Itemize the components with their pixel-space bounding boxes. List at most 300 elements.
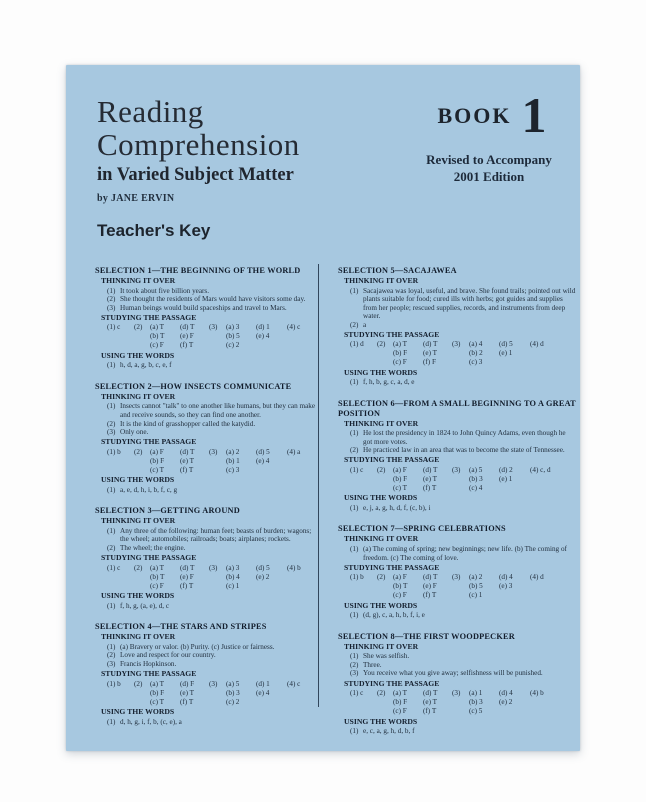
thinking-heading: THINKING IT OVER bbox=[101, 632, 176, 642]
item-number: (1) bbox=[107, 526, 116, 535]
answer-cell bbox=[530, 349, 576, 358]
selection-block bbox=[95, 266, 317, 370]
selection-title: SELECTION 4—THE STARS AND STRIPES bbox=[95, 622, 267, 632]
answer-cell: (c) 2 bbox=[226, 341, 240, 350]
answer-cell: (c) T bbox=[150, 465, 165, 474]
answer-cell bbox=[499, 707, 530, 716]
answer-cell: (2) bbox=[134, 679, 143, 688]
answer-cell bbox=[287, 332, 317, 341]
answer-cell: (4) c, d bbox=[530, 465, 551, 474]
answer-cell: (c) F bbox=[150, 581, 164, 590]
answer-cell: (c) T bbox=[150, 697, 165, 706]
answer-cell bbox=[107, 689, 134, 698]
answer-cell: (2) bbox=[377, 689, 386, 697]
answer-cell bbox=[107, 582, 134, 591]
answer-cell bbox=[209, 582, 226, 591]
answer-cell: (2) bbox=[134, 447, 143, 456]
item-number: (1) bbox=[350, 544, 359, 553]
thinking-heading: THINKING IT OVER bbox=[344, 418, 419, 428]
using-number: (1) bbox=[107, 485, 116, 494]
book-title bbox=[97, 95, 300, 161]
answer-cell: (e) 4 bbox=[256, 456, 270, 465]
answer-cell bbox=[452, 698, 469, 707]
answer-cell bbox=[134, 332, 150, 341]
studying-heading: STUDYING THE PASSAGE bbox=[344, 329, 440, 339]
using-words-line bbox=[350, 504, 576, 513]
answer-cell: (3) bbox=[209, 563, 218, 572]
selection-block bbox=[95, 382, 317, 494]
item-number: (2) bbox=[350, 660, 359, 669]
book-title-line2: Comprehension bbox=[97, 127, 300, 162]
answer-cell bbox=[530, 707, 576, 716]
answer-cell: (c) 5 bbox=[469, 707, 483, 715]
author-byline: by JANE ERVIN bbox=[97, 193, 175, 204]
item-text: (a) The coming of spring; new beginnings; new life. (b) The coming of freedom. (c) The coming of love. bbox=[363, 544, 567, 562]
using-number: (1) bbox=[350, 503, 359, 512]
answer-cell: (b) T bbox=[393, 582, 408, 591]
item-number: (1) bbox=[107, 286, 116, 295]
answer-cell bbox=[350, 707, 377, 716]
using-number: (1) bbox=[350, 611, 359, 620]
answer-cell bbox=[209, 341, 226, 350]
answer-cell: (a) T bbox=[393, 340, 408, 349]
using-number: (1) bbox=[107, 717, 116, 726]
thinking-item bbox=[350, 661, 576, 670]
item-number: (3) bbox=[107, 428, 116, 437]
using-number: (1) bbox=[107, 361, 116, 370]
answer-cell bbox=[287, 689, 317, 698]
thinking-list bbox=[95, 643, 317, 669]
item-text: Sacajawea was loyal, useful, and brave. She found trails; pointed out wild plants suitable for food; cured ills with herbs; got guides and supplies from her people; rescued supplies, records, and instruments from deep water. bbox=[363, 286, 576, 321]
teachers-key-label: Teacher's Key bbox=[97, 221, 211, 240]
answer-cell bbox=[530, 475, 576, 484]
using-letters: f, h, g, (a, e), d, c bbox=[120, 601, 170, 610]
answer-cell: (d) T bbox=[423, 340, 438, 349]
answer-cell bbox=[350, 591, 377, 600]
thinking-list bbox=[338, 652, 576, 678]
using-heading: USING THE WORDS bbox=[101, 475, 175, 485]
answer-cell: (a) F bbox=[393, 573, 407, 582]
answer-cell: (3) bbox=[209, 323, 218, 332]
answer-cell: (a) 3 bbox=[226, 323, 240, 332]
answer-cell: (d) F bbox=[180, 679, 195, 688]
selection-block bbox=[338, 632, 576, 736]
answer-cell bbox=[452, 475, 469, 484]
answer-cell: (3) bbox=[452, 465, 461, 474]
answer-cell bbox=[134, 341, 150, 350]
answer-cell bbox=[134, 573, 150, 582]
item-text: She thought the residents of Mars would have visitors some day. bbox=[120, 295, 306, 304]
selection-title: SELECTION 6—FROM A SMALL BEGINNING TO A GREAT POSITION bbox=[338, 399, 576, 418]
answer-cell: (b) F bbox=[150, 688, 165, 697]
answer-cell: (4) b bbox=[287, 563, 301, 572]
answer-cell bbox=[287, 582, 317, 591]
answer-cell: (a) T bbox=[393, 689, 408, 697]
using-letters: (d, g), c, a, h, b, f, i, e bbox=[363, 611, 425, 620]
answer-cell: (1) c bbox=[350, 689, 364, 697]
using-heading: USING THE WORDS bbox=[101, 350, 175, 360]
answer-cell: (b) 2 bbox=[469, 349, 483, 358]
answer-cell: (1) b bbox=[107, 679, 121, 688]
answer-cell: (1) d bbox=[350, 340, 364, 349]
answer-cell bbox=[377, 698, 393, 707]
answer-cell: (b) 5 bbox=[469, 582, 483, 591]
answer-cell: (a) T bbox=[150, 323, 165, 332]
answer-cell: (b) 1 bbox=[226, 456, 240, 465]
answer-cell bbox=[256, 698, 287, 707]
answer-cell: (3) bbox=[209, 679, 218, 688]
answer-cell: (e) F bbox=[180, 572, 194, 581]
answer-cell: (b) 3 bbox=[469, 698, 483, 706]
selection-block bbox=[338, 266, 576, 387]
answer-cell bbox=[209, 689, 226, 698]
using-words-line bbox=[350, 378, 576, 387]
answer-cell: (d) T bbox=[423, 573, 438, 582]
using-letters: f, h, b, g, c, a, d, e bbox=[363, 378, 415, 387]
item-text: It is the kind of grasshopper called the katydid. bbox=[120, 419, 256, 428]
answer-cell: (c) F bbox=[150, 341, 164, 350]
answer-cell: (f) F bbox=[423, 358, 436, 367]
answer-cell bbox=[209, 466, 226, 475]
answer-cell: (e) T bbox=[423, 349, 438, 358]
answer-cell bbox=[134, 689, 150, 698]
answer-cell bbox=[452, 591, 469, 600]
answer-cell: (2) bbox=[377, 573, 386, 582]
answer-cell: (d) T bbox=[180, 563, 195, 572]
thinking-list bbox=[338, 545, 576, 562]
answer-cell: (c) 1 bbox=[469, 591, 483, 600]
selection-block bbox=[338, 399, 576, 512]
answer-cell: (3) bbox=[209, 447, 218, 456]
answer-cell bbox=[377, 591, 393, 600]
answer-cell: (d) 4 bbox=[499, 573, 513, 582]
answer-cell: (c) T bbox=[393, 483, 408, 492]
item-number: (3) bbox=[350, 669, 359, 678]
thinking-heading: THINKING IT OVER bbox=[344, 641, 419, 651]
answer-cell: (c) F bbox=[393, 358, 407, 367]
answer-cell: (4) c bbox=[287, 679, 301, 688]
answer-cell: (a) T bbox=[150, 679, 165, 688]
answer-cell: (b) 4 bbox=[226, 572, 240, 581]
using-letters: d, h, g, i, f, b, (c, e), a bbox=[120, 717, 182, 726]
answer-cell: (e) 2 bbox=[256, 572, 270, 581]
answer-cell: (e) 1 bbox=[499, 474, 513, 483]
thinking-item bbox=[107, 660, 317, 669]
item-number: (2) bbox=[107, 419, 116, 428]
answer-cell bbox=[499, 591, 530, 600]
using-words-line bbox=[350, 727, 576, 736]
answer-cell: (b) F bbox=[150, 456, 165, 465]
revision-line1: Revised to Accompany bbox=[426, 152, 552, 167]
selection-title: SELECTION 8—THE FIRST WOODPECKER bbox=[338, 631, 515, 641]
answer-cell: (e) T bbox=[423, 474, 438, 483]
studying-heading: STUDYING THE PASSAGE bbox=[344, 455, 440, 465]
thinking-item bbox=[107, 428, 317, 437]
item-text: Love and respect for our country. bbox=[120, 651, 216, 660]
answer-cell: (a) F bbox=[393, 465, 407, 474]
selection-title: SELECTION 7—SPRING CELEBRATIONS bbox=[338, 524, 506, 534]
answer-cell bbox=[134, 582, 150, 591]
answer-cell bbox=[530, 591, 576, 600]
selection-title: SELECTION 2—HOW INSECTS COMMUNICATE bbox=[95, 381, 292, 391]
answer-cell: (b) T bbox=[150, 572, 165, 581]
answer-cell bbox=[287, 573, 317, 582]
answer-cell: (a) 5 bbox=[226, 679, 240, 688]
answer-cell: (d) T bbox=[423, 465, 438, 474]
using-words-line bbox=[107, 718, 317, 727]
answer-cell bbox=[350, 349, 377, 358]
answer-cell bbox=[350, 484, 377, 493]
selection-block bbox=[95, 622, 317, 726]
answer-cell bbox=[107, 573, 134, 582]
book-subtitle: in Varied Subject Matter bbox=[97, 165, 294, 185]
answer-cell bbox=[499, 484, 530, 493]
answer-cell: (3) bbox=[452, 573, 461, 582]
answer-cell: (1) c bbox=[350, 465, 364, 474]
thinking-list bbox=[338, 287, 576, 330]
thinking-heading: THINKING IT OVER bbox=[344, 276, 419, 285]
answer-cell: (f) T bbox=[423, 591, 437, 600]
answer-cell: (e) T bbox=[180, 688, 195, 697]
answer-cell: (3) bbox=[452, 689, 461, 697]
answer-cell bbox=[452, 358, 469, 367]
answer-cell bbox=[452, 349, 469, 358]
item-text: He practiced law in an area that was to become the state of Tennessee. bbox=[363, 446, 565, 455]
answer-cell: (c) 3 bbox=[226, 465, 240, 474]
answer-cell: (d) 2 bbox=[499, 465, 513, 474]
answer-cell: (e) 1 bbox=[499, 349, 513, 358]
answer-cell: (f) T bbox=[180, 581, 194, 590]
answer-cell bbox=[107, 341, 134, 350]
using-letters: a, e, d, h, i, b, f, c, g bbox=[120, 485, 178, 494]
studying-heading: STUDYING THE PASSAGE bbox=[344, 678, 440, 688]
thinking-heading: THINKING IT OVER bbox=[101, 516, 176, 526]
item-number: (2) bbox=[350, 446, 359, 455]
using-heading: USING THE WORDS bbox=[101, 591, 175, 601]
answer-cell bbox=[287, 466, 317, 475]
answer-cell: (2) bbox=[134, 563, 143, 572]
using-letters: e, j, a, g, h, d, f, (c, b), i bbox=[363, 503, 431, 512]
thinking-item bbox=[107, 544, 317, 553]
item-number: (1) bbox=[107, 642, 116, 651]
answer-cell: (2) bbox=[377, 340, 386, 349]
item-number: (3) bbox=[107, 303, 116, 312]
thinking-item bbox=[350, 669, 576, 678]
answer-cell bbox=[377, 358, 393, 367]
answer-cell: (a) 3 bbox=[226, 563, 240, 572]
item-text: Three. bbox=[363, 660, 382, 669]
answer-cell: (4) d bbox=[530, 573, 544, 582]
item-number: (3) bbox=[107, 659, 116, 668]
answer-cell bbox=[134, 457, 150, 466]
using-heading: USING THE WORDS bbox=[344, 493, 418, 503]
item-text: (a) Bravery or valor. (b) Purity. (c) Justice or fairness. bbox=[120, 642, 275, 651]
answer-cell: (d) 5 bbox=[256, 447, 270, 456]
answer-cell bbox=[499, 358, 530, 367]
answer-cell: (c) 3 bbox=[469, 358, 483, 367]
answer-cell: (f) T bbox=[180, 341, 194, 350]
answer-cell: (e) T bbox=[180, 456, 195, 465]
answer-cell bbox=[209, 573, 226, 582]
studying-grid bbox=[350, 340, 576, 367]
thinking-item bbox=[107, 527, 317, 544]
answer-cell: (e) 4 bbox=[256, 332, 270, 341]
answer-cell: (b) F bbox=[393, 349, 408, 358]
answer-cell bbox=[209, 698, 226, 707]
item-text: a bbox=[363, 320, 367, 329]
answer-cell: (b) 3 bbox=[469, 474, 483, 483]
selection-block bbox=[95, 506, 317, 610]
item-text: Only one. bbox=[120, 428, 149, 437]
thinking-list bbox=[95, 287, 317, 313]
answer-cell: (d) 4 bbox=[499, 689, 513, 697]
answer-cell bbox=[377, 484, 393, 493]
thinking-item bbox=[350, 287, 576, 321]
answer-cell bbox=[209, 332, 226, 341]
studying-heading: STUDYING THE PASSAGE bbox=[101, 312, 197, 322]
answer-cell: (1) b bbox=[350, 573, 364, 582]
thinking-item bbox=[107, 402, 317, 419]
studying-grid bbox=[350, 466, 576, 493]
using-words-line bbox=[107, 486, 317, 495]
answer-cell: (e) T bbox=[423, 698, 438, 706]
answer-cell: (d) 1 bbox=[256, 679, 270, 688]
studying-grid bbox=[350, 689, 576, 716]
item-number: (2) bbox=[107, 651, 116, 660]
answer-cell: (d) T bbox=[180, 447, 195, 456]
book-number: 1 bbox=[521, 87, 547, 143]
answer-cell bbox=[107, 457, 134, 466]
answer-cell: (a) 1 bbox=[469, 689, 483, 697]
answer-cell bbox=[377, 475, 393, 484]
answer-cell: (b) 3 bbox=[226, 688, 240, 697]
answer-cell: (d) T bbox=[423, 689, 438, 697]
item-number: (1) bbox=[350, 286, 359, 295]
thinking-list bbox=[95, 527, 317, 553]
answer-cell: (c) 4 bbox=[469, 483, 483, 492]
answer-cell bbox=[256, 341, 287, 350]
studying-grid bbox=[107, 448, 317, 475]
item-text: Francis Hopkinson. bbox=[120, 659, 177, 668]
answer-cell: (d) T bbox=[180, 323, 195, 332]
answer-cell bbox=[452, 707, 469, 716]
answer-key-column-left bbox=[95, 266, 317, 738]
item-text: It took about five billion years. bbox=[120, 286, 210, 295]
answer-cell: (b) F bbox=[393, 698, 408, 706]
using-heading: USING THE WORDS bbox=[344, 716, 418, 726]
studying-grid bbox=[107, 564, 317, 591]
column-divider-rule bbox=[318, 264, 319, 707]
answer-cell: (f) T bbox=[180, 465, 194, 474]
using-heading: USING THE WORDS bbox=[344, 367, 418, 377]
answer-cell bbox=[452, 484, 469, 493]
thinking-item bbox=[107, 651, 317, 660]
answer-cell bbox=[377, 582, 393, 591]
thinking-item bbox=[350, 429, 576, 446]
item-text: Any three of the following: human feet; beasts of burden; wagons; the wheel; automobiles; railroads; boats; airplanes; rockets. bbox=[120, 526, 312, 544]
item-number: (1) bbox=[107, 402, 116, 411]
thinking-item bbox=[350, 652, 576, 661]
answer-cell: (1) b bbox=[107, 447, 121, 456]
thinking-item bbox=[350, 321, 576, 330]
using-words-line bbox=[350, 611, 576, 620]
answer-cell bbox=[107, 698, 134, 707]
answer-cell: (a) 2 bbox=[226, 447, 240, 456]
revision-note bbox=[396, 151, 582, 185]
answer-cell bbox=[256, 466, 287, 475]
answer-cell: (1) c bbox=[107, 563, 121, 572]
revision-line2: 2001 Edition bbox=[453, 169, 525, 184]
item-text: You receive what you give away; selfishness will be punished. bbox=[363, 669, 543, 678]
answer-cell bbox=[350, 582, 377, 591]
studying-grid bbox=[107, 323, 317, 350]
answer-cell: (a) 4 bbox=[469, 340, 483, 349]
answer-cell: (a) T bbox=[150, 563, 165, 572]
answer-cell bbox=[107, 466, 134, 475]
using-heading: USING THE WORDS bbox=[344, 600, 418, 610]
answer-cell: (b) 5 bbox=[226, 332, 240, 341]
answer-cell bbox=[287, 457, 317, 466]
studying-heading: STUDYING THE PASSAGE bbox=[101, 437, 197, 447]
using-letters: e, c, a, g, h, d, b, f bbox=[363, 727, 415, 735]
item-text: Human beings would build spaceships and travel to Mars. bbox=[120, 303, 287, 312]
using-number: (1) bbox=[350, 727, 359, 735]
thinking-list bbox=[95, 402, 317, 436]
studying-grid bbox=[350, 573, 576, 600]
answer-cell: (a) 2 bbox=[469, 573, 483, 582]
answer-cell: (c) F bbox=[393, 591, 407, 600]
answer-cell: (f) T bbox=[423, 483, 437, 492]
using-words-line bbox=[107, 361, 317, 370]
answer-cell: (b) F bbox=[393, 474, 408, 483]
answer-cell: (a) 5 bbox=[469, 465, 483, 474]
answer-cell: (a) F bbox=[150, 447, 164, 456]
answer-cell: (c) 2 bbox=[226, 697, 240, 706]
answer-cell: (e) 3 bbox=[499, 582, 513, 591]
book-title-line1: Reading bbox=[97, 94, 204, 129]
item-text: He lost the presidency in 1824 to John Quincy Adams, even though he got more votes. bbox=[363, 429, 566, 446]
answer-cell: (1) c bbox=[107, 323, 121, 332]
using-heading: USING THE WORDS bbox=[101, 707, 175, 716]
answer-cell: (e) F bbox=[423, 582, 437, 591]
item-text: The wheel; the engine. bbox=[120, 544, 186, 553]
thinking-heading: THINKING IT OVER bbox=[101, 391, 176, 401]
item-number: (2) bbox=[107, 544, 116, 553]
answer-cell: (e) 4 bbox=[256, 688, 270, 697]
answer-cell bbox=[530, 484, 576, 493]
answer-cell bbox=[350, 475, 377, 484]
studying-grid bbox=[107, 680, 317, 707]
using-number: (1) bbox=[107, 601, 116, 610]
selection-title: SELECTION 5—SACAJAWEA bbox=[338, 266, 457, 275]
selection-title: SELECTION 1—THE BEGINNING OF THE WORLD bbox=[95, 266, 301, 275]
answer-cell: (4) a bbox=[287, 447, 301, 456]
item-text: Insects cannot "talk" to one another like humans, but they can make and receive sounds, so they can find one another. bbox=[120, 402, 316, 419]
answer-cell bbox=[256, 582, 287, 591]
thinking-list bbox=[338, 429, 576, 455]
answer-cell: (c) F bbox=[393, 707, 407, 715]
thinking-item bbox=[350, 545, 576, 562]
booklet-cover-page bbox=[66, 65, 580, 751]
item-text: She was selfish. bbox=[363, 652, 410, 661]
thinking-heading: THINKING IT OVER bbox=[344, 534, 419, 544]
answer-cell bbox=[530, 582, 576, 591]
answer-cell bbox=[209, 457, 226, 466]
answer-cell bbox=[287, 698, 317, 707]
item-number: (2) bbox=[107, 295, 116, 304]
using-number: (1) bbox=[350, 378, 359, 387]
item-number: (1) bbox=[350, 429, 359, 438]
